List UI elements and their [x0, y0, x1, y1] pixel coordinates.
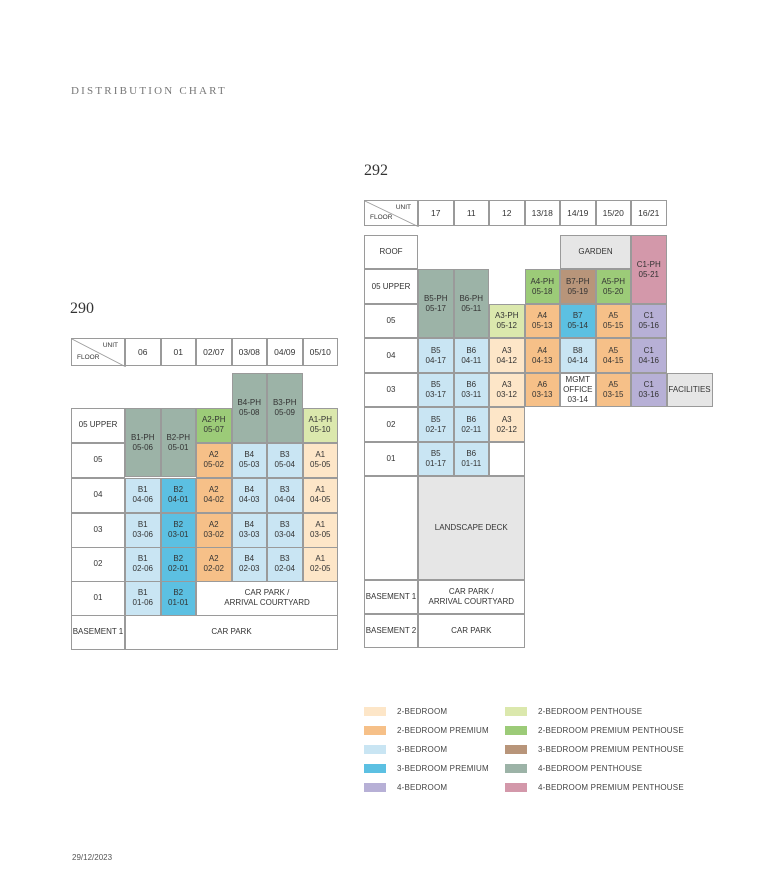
- unit-cell: [560, 304, 596, 338]
- header-unit-label: UNIT: [102, 342, 118, 349]
- unit-cell: [418, 442, 454, 476]
- unit-cell-line-1: 02-17: [425, 424, 446, 434]
- legend-swatch: [505, 745, 527, 754]
- unit-cell: [418, 476, 525, 580]
- unit-cell: [196, 513, 232, 548]
- column-header: [631, 200, 667, 226]
- legend-label: 2-BEDROOM PENTHOUSE: [538, 707, 643, 716]
- unit-cell: [596, 304, 632, 338]
- unit-cell-line-0: CAR PARK: [211, 627, 252, 637]
- unit-cell-line-0: B6: [466, 380, 477, 389]
- unit-cell-line-0: B3: [279, 485, 290, 495]
- unit-cell: [418, 338, 454, 373]
- unit-cell-line-1: 02-05: [310, 564, 331, 574]
- unit-cell: [303, 478, 339, 513]
- unit-cell-line-0: MGMT: [565, 375, 590, 384]
- unit-cell-line-1: 05-05: [310, 460, 331, 470]
- unit-cell: [560, 338, 596, 373]
- floor-label-line-0: 03: [93, 525, 103, 535]
- unit-cell-line-0: B6: [466, 345, 477, 355]
- unit-cell-line-1: 05-02: [203, 460, 224, 470]
- unit-cell-line-0: A5-PH: [601, 276, 626, 286]
- legend-swatch: [505, 783, 527, 792]
- floor-label-line-0: 02: [93, 559, 103, 569]
- unit-cell: [596, 269, 632, 304]
- unit-cell-line-0: B6: [466, 414, 477, 424]
- unit-cell: [303, 547, 339, 582]
- unit-cell-line-1: ARRIVAL COURTYARD: [224, 598, 310, 608]
- unit-cell: [418, 580, 525, 614]
- unit-cell-line-0: B3: [279, 520, 290, 530]
- unit-cell-line-1: 02-11: [461, 424, 482, 434]
- unit-cell-line-1: 03-11: [461, 390, 482, 399]
- unit-cell-line-1: 05-03: [239, 460, 260, 470]
- legend-label: 2-BEDROOM PREMIUM PENTHOUSE: [538, 726, 684, 735]
- unit-cell-line-0: B5: [430, 345, 441, 355]
- legend-label: 2-BEDROOM PREMIUM: [397, 726, 489, 735]
- column-header: [232, 338, 268, 366]
- unit-cell: [125, 581, 161, 616]
- unit-cell-line-1: 04-13: [532, 355, 553, 365]
- floor-label-line-0: BASEMENT 1: [72, 627, 124, 637]
- unit-cell-line-0: B5-PH: [423, 293, 448, 303]
- legend-label: 4-BEDROOM PREMIUM PENTHOUSE: [538, 783, 684, 792]
- unit-cell-line-0: B7-PH: [565, 276, 590, 286]
- unit-cell-line-0: FACILITIES: [668, 385, 711, 394]
- unit-cell-line-0: A5: [608, 311, 619, 320]
- column-header-line-0: 11: [466, 208, 476, 218]
- unit-cell-line-0: CAR PARK /: [244, 588, 290, 598]
- unit-cell: [161, 478, 197, 513]
- unit-cell-line-1: 05-09: [274, 408, 295, 417]
- unit-cell-line-1: 03-04: [274, 530, 295, 540]
- unit-cell-line-0: A1: [315, 450, 326, 460]
- column-header: [454, 200, 490, 226]
- unit-cell: [125, 547, 161, 582]
- unit-cell-line-0: A3-PH: [494, 311, 519, 320]
- unit-cell: [196, 408, 232, 443]
- header-floor-label: FLOOR: [370, 214, 393, 221]
- unit-cell: [667, 373, 713, 407]
- unit-cell: [303, 513, 339, 548]
- legend-swatch: [364, 726, 386, 735]
- block-292-title: 292: [364, 162, 388, 179]
- unit-cell: [525, 373, 561, 407]
- unit-cell-line-1: 03-02: [203, 530, 224, 540]
- unit-cell-line-1: 03-16: [638, 390, 659, 399]
- unit-cell-line-0: A6: [537, 380, 548, 389]
- legend-label: 4-BEDROOM: [397, 783, 448, 792]
- unit-cell-line-1: 05-20: [603, 286, 624, 296]
- floor-label: [71, 547, 125, 582]
- floor-label: [364, 614, 418, 648]
- unit-cell: [196, 581, 338, 616]
- unit-cell-line-1: 01-06: [132, 598, 153, 608]
- legend-label: 2-BEDROOM: [397, 707, 448, 716]
- unit-cell-line-1: 01-17: [425, 459, 446, 468]
- unit-cell: [196, 547, 232, 582]
- column-header-line-0: 14/19: [567, 208, 589, 218]
- column-header: [303, 338, 339, 366]
- unit-cell: [525, 304, 561, 338]
- unit-cell-line-0: A1: [315, 485, 326, 495]
- unit-cell: [631, 338, 667, 373]
- unit-cell: [303, 408, 339, 443]
- column-header-line-0: 06: [138, 347, 148, 357]
- unit-cell-line-0: C1: [643, 311, 654, 320]
- unit-cell-line-0: B3-PH: [272, 398, 297, 407]
- unit-cell: [232, 443, 268, 478]
- unit-cell-line-0: LANDSCAPE DECK: [434, 523, 508, 532]
- unit-cell: [489, 442, 525, 476]
- unit-cell-line-0: A3: [501, 380, 512, 389]
- floor-label-line-0: BASEMENT 1: [365, 592, 417, 601]
- unit-cell-line-0: B1: [137, 485, 148, 495]
- unit-cell-line-1: 05-13: [532, 321, 553, 330]
- unit-cell: [232, 373, 268, 443]
- block-290-header-corner: [71, 338, 125, 366]
- column-header: [267, 338, 303, 366]
- floor-label-line-0: 01: [93, 593, 103, 603]
- unit-cell: [161, 581, 197, 616]
- unit-cell: [454, 373, 490, 407]
- unit-cell-line-2: 03-14: [567, 395, 588, 404]
- unit-cell-line-0: B7: [572, 311, 583, 320]
- unit-cell: [454, 269, 490, 338]
- unit-cell-line-1: 03-12: [496, 390, 517, 399]
- unit-cell-line-0: B6: [466, 449, 477, 458]
- unit-cell: [267, 547, 303, 582]
- floor-label: [364, 442, 418, 476]
- legend-label: 3-BEDROOM PREMIUM PENTHOUSE: [538, 745, 684, 754]
- unit-cell-line-1: 04-05: [310, 495, 331, 505]
- legend-label: 4-BEDROOM PENTHOUSE: [538, 764, 643, 773]
- unit-cell-line-1: OFFICE: [563, 385, 593, 394]
- unit-cell-line-0: B2: [173, 520, 184, 530]
- unit-cell-line-0: B2: [173, 485, 184, 495]
- unit-cell-line-0: B1: [137, 588, 148, 598]
- floor-label: [71, 581, 125, 616]
- unit-cell: [161, 547, 197, 582]
- date-stamp: 29/12/2023: [72, 853, 113, 862]
- unit-cell-line-1: 05-07: [203, 425, 224, 435]
- unit-cell: [232, 513, 268, 548]
- header-unit-label: UNIT: [395, 204, 411, 211]
- column-header-line-0: 02/07: [203, 347, 225, 357]
- unit-cell-line-0: A1-PH: [308, 415, 333, 425]
- unit-cell-line-1: 03-05: [310, 530, 331, 540]
- unit-cell-line-1: 05-01: [168, 442, 189, 452]
- column-header: [560, 200, 596, 226]
- block-292-header-corner: [364, 200, 418, 226]
- column-header-line-0: 12: [502, 208, 512, 218]
- unit-cell-line-1: 02-12: [496, 424, 517, 434]
- unit-cell-line-0: B6-PH: [459, 293, 484, 303]
- unit-cell-line-0: A4: [537, 345, 548, 355]
- unit-cell-line-1: 03-17: [425, 390, 446, 399]
- column-header: [196, 338, 232, 366]
- unit-cell: [489, 407, 525, 442]
- unit-cell-line-0: A2: [208, 485, 219, 495]
- unit-cell-line-1: 05-21: [638, 269, 659, 279]
- unit-cell: [560, 235, 631, 269]
- unit-cell-line-1: 05-16: [638, 321, 659, 330]
- floor-label-line-0: 03: [386, 385, 396, 394]
- unit-cell: [489, 373, 525, 407]
- unit-cell-line-1: 04-04: [274, 495, 295, 505]
- floor-label: [364, 476, 418, 580]
- unit-cell: [125, 513, 161, 548]
- unit-cell: [267, 373, 303, 443]
- page-title: DISTRIBUTION CHART: [71, 85, 227, 97]
- floor-label-line-0: BASEMENT 2: [365, 626, 417, 635]
- unit-cell-line-1: 05-06: [132, 442, 153, 452]
- unit-cell-line-1: 05-11: [461, 303, 482, 313]
- legend-swatch: [505, 726, 527, 735]
- legend-swatch: [364, 707, 386, 716]
- unit-cell-line-1: 05-15: [603, 321, 624, 330]
- unit-cell: [525, 269, 561, 304]
- unit-cell: [525, 338, 561, 373]
- unit-cell-line-0: A2: [208, 450, 219, 460]
- floor-label: [71, 408, 125, 443]
- unit-cell-line-0: A5: [608, 345, 619, 355]
- unit-cell-line-0: A4: [537, 311, 548, 320]
- unit-cell: [489, 304, 525, 338]
- unit-cell-line-0: B8: [572, 345, 583, 355]
- legend-swatch: [364, 783, 386, 792]
- legend-swatch: [364, 745, 386, 754]
- unit-cell: [161, 513, 197, 548]
- floor-label-line-0: 05 UPPER: [371, 281, 411, 291]
- unit-cell-line-0: B4-PH: [237, 398, 262, 407]
- column-header-line-0: 15/20: [602, 208, 624, 218]
- unit-cell-line-1: 01-11: [461, 459, 482, 468]
- unit-cell-line-1: 03-06: [132, 530, 153, 540]
- column-header-line-0: 16/21: [638, 208, 660, 218]
- unit-cell-line-1: 03-13: [532, 390, 553, 399]
- column-header-line-0: 13/18: [531, 208, 553, 218]
- column-header: [161, 338, 197, 366]
- unit-cell-line-1: 05-10: [310, 425, 331, 435]
- unit-cell: [232, 478, 268, 513]
- unit-cell: [232, 547, 268, 582]
- unit-cell-line-0: B3: [279, 554, 290, 564]
- unit-cell: [196, 443, 232, 478]
- unit-cell-line-0: A4-PH: [530, 276, 555, 286]
- unit-cell-line-0: B1: [137, 520, 148, 530]
- unit-cell-line-0: C1: [643, 380, 654, 389]
- unit-cell-line-1: 05-14: [567, 321, 588, 330]
- floor-label-line-0: 01: [386, 454, 396, 463]
- floor-label-line-0: 05 UPPER: [78, 420, 118, 430]
- column-header: [125, 338, 161, 366]
- floor-label: [364, 304, 418, 338]
- column-header-line-0: 17: [431, 208, 441, 218]
- unit-cell-line-0: A1: [315, 554, 326, 564]
- unit-cell: [418, 614, 525, 648]
- block-290-title: 290: [70, 300, 94, 317]
- unit-cell-line-1: 03-15: [603, 390, 624, 399]
- unit-cell-line-1: 05-08: [239, 408, 260, 417]
- unit-cell: [267, 443, 303, 478]
- unit-cell-line-0: B4: [244, 520, 255, 530]
- column-header-line-0: 01: [173, 347, 183, 357]
- unit-cell: [267, 478, 303, 513]
- unit-cell: [560, 269, 596, 304]
- unit-cell-line-1: 04-17: [425, 355, 446, 365]
- unit-cell-line-1: 04-11: [461, 355, 482, 365]
- unit-cell: [596, 338, 632, 373]
- unit-cell: [454, 407, 490, 442]
- header-floor-label: FLOOR: [77, 354, 100, 361]
- unit-cell-line-0: B3: [279, 450, 290, 460]
- unit-cell-line-1: 04-16: [638, 355, 659, 365]
- unit-cell: [631, 304, 667, 338]
- floor-label: [71, 615, 125, 650]
- unit-cell: [196, 478, 232, 513]
- unit-cell: [418, 407, 454, 442]
- unit-cell-line-0: C1: [643, 345, 654, 355]
- unit-cell: [631, 235, 667, 304]
- unit-cell-line-1: ARRIVAL COURTYARD: [428, 597, 514, 606]
- unit-cell-line-0: B5: [430, 380, 441, 389]
- unit-cell-line-0: GARDEN: [578, 247, 613, 256]
- unit-cell-line-1: 02-04: [274, 564, 295, 574]
- unit-cell-line-1: 03-03: [239, 530, 260, 540]
- floor-label-line-0: 02: [386, 419, 396, 429]
- floor-label: [364, 269, 418, 304]
- unit-cell-line-0: A5: [608, 380, 619, 389]
- unit-cell-line-0: A3: [501, 414, 512, 424]
- unit-cell-line-1: 02-06: [132, 564, 153, 574]
- floor-label: [364, 235, 418, 269]
- column-header: [596, 200, 632, 226]
- floor-label: [364, 338, 418, 373]
- legend-swatch: [364, 764, 386, 773]
- legend-swatch: [505, 707, 527, 716]
- unit-cell-line-0: B2: [173, 554, 184, 564]
- unit-cell: [560, 373, 596, 407]
- unit-cell-line-1: 05-17: [425, 303, 446, 313]
- floor-label-line-0: 05: [386, 316, 396, 325]
- unit-cell-line-0: B4: [244, 485, 255, 495]
- floor-label: [364, 407, 418, 442]
- unit-cell-line-0: A3: [501, 345, 512, 355]
- unit-cell: [454, 442, 490, 476]
- unit-cell-line-1: 04-14: [567, 355, 588, 365]
- unit-cell: [489, 338, 525, 373]
- legend-swatch: [505, 764, 527, 773]
- unit-cell-line-1: 04-06: [132, 495, 153, 505]
- unit-cell-line-0: CAR PARK: [451, 626, 492, 635]
- legend-label: 3-BEDROOM PREMIUM: [397, 764, 489, 773]
- floor-label: [71, 443, 125, 478]
- unit-cell-line-0: B4: [244, 554, 255, 564]
- column-header-line-0: 04/09: [274, 347, 296, 357]
- unit-cell-line-0: A2-PH: [201, 415, 226, 425]
- floor-label: [364, 373, 418, 407]
- floor-label-line-0: 04: [93, 490, 103, 500]
- column-header: [418, 200, 454, 226]
- unit-cell-line-1: 04-15: [603, 355, 624, 365]
- unit-cell-line-1: 03-01: [168, 530, 189, 540]
- unit-cell-line-1: 04-03: [239, 495, 260, 505]
- floor-label: [71, 513, 125, 548]
- unit-cell-line-1: 02-03: [239, 564, 260, 574]
- unit-cell-line-0: A1: [315, 520, 326, 530]
- floor-label-line-0: 05: [93, 455, 103, 465]
- column-header: [525, 200, 561, 226]
- unit-cell-line-0: A2: [208, 554, 219, 564]
- column-header: [489, 200, 525, 226]
- unit-cell-line-0: B5: [430, 414, 441, 424]
- unit-cell-line-1: 02-01: [168, 564, 189, 574]
- unit-cell-line-0: B2-PH: [166, 432, 191, 442]
- unit-cell-line-1: 05-19: [567, 286, 588, 296]
- unit-cell: [631, 373, 667, 407]
- unit-cell-line-0: C1-PH: [636, 259, 661, 269]
- unit-cell-line-0: B2: [173, 588, 184, 598]
- unit-cell: [418, 269, 454, 338]
- floor-label-line-0: ROOF: [379, 247, 403, 256]
- unit-cell: [125, 408, 161, 477]
- unit-cell: [161, 408, 197, 477]
- floor-label: [364, 580, 418, 614]
- unit-cell-line-1: 05-04: [274, 460, 295, 470]
- unit-cell-line-0: B1-PH: [130, 432, 155, 442]
- unit-cell-line-1: 05-12: [496, 321, 517, 330]
- column-header-line-0: 05/10: [309, 347, 331, 357]
- unit-cell-line-0: A2: [208, 520, 219, 530]
- unit-cell: [267, 513, 303, 548]
- unit-cell: [125, 615, 338, 650]
- floor-label-line-0: 04: [386, 350, 396, 360]
- unit-cell-line-1: 04-01: [168, 495, 189, 505]
- unit-cell: [596, 373, 632, 407]
- floor-label: [71, 478, 125, 513]
- unit-cell-line-0: CAR PARK /: [448, 587, 494, 596]
- unit-cell: [125, 478, 161, 513]
- unit-cell: [418, 373, 454, 407]
- column-header-line-0: 03/08: [238, 347, 260, 357]
- unit-cell: [454, 338, 490, 373]
- unit-cell-line-1: 05-18: [532, 286, 553, 296]
- unit-cell-line-1: 02-02: [203, 564, 224, 574]
- unit-cell-line-1: 04-12: [496, 355, 517, 365]
- unit-cell-line-0: B5: [430, 449, 441, 458]
- unit-cell-line-0: B1: [137, 554, 148, 564]
- unit-cell: [303, 443, 339, 478]
- legend-label: 3-BEDROOM: [397, 745, 448, 754]
- unit-cell-line-0: B4: [244, 450, 255, 460]
- unit-cell-line-1: 04-02: [203, 495, 224, 505]
- unit-cell-line-1: 01-01: [168, 598, 189, 608]
